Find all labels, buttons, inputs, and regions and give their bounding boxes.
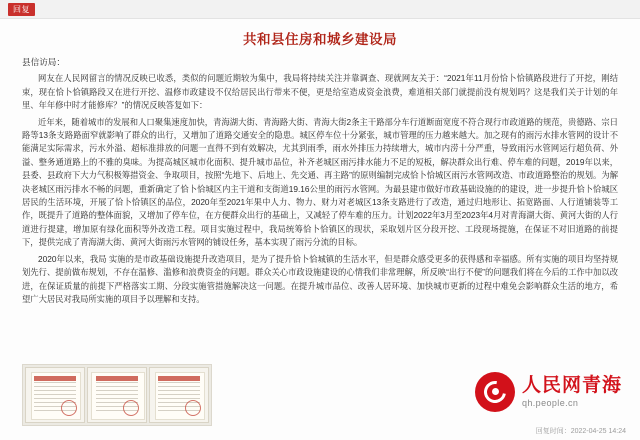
attachment-photo-strip[interactable] [22, 364, 212, 426]
red-header-line [158, 376, 200, 381]
page-title: 共和县住房和城乡建设局 [243, 32, 397, 47]
logo-region: 青海 [581, 375, 622, 396]
salutation: 县信访局： [22, 57, 65, 67]
red-header-line [34, 376, 76, 381]
seal-icon [61, 400, 77, 416]
document-topbar [0, 0, 640, 19]
attachment-photo[interactable] [149, 367, 209, 423]
document-body [22, 56, 618, 306]
logo-url: qh.people.cn [521, 398, 579, 408]
seal-icon [185, 400, 201, 416]
reply-timestamp: 回复时间：2022-04-25 14:24 [535, 428, 626, 435]
people-cn-logo-icon [475, 372, 515, 412]
reply-tag: 回复 [8, 3, 35, 16]
logo-brand: 人民网 [521, 375, 582, 396]
paragraph-3: 2020年以来，我局 实施的是市政基础设施提升改造项目，是为了提升恰卜恰城镇的生活水平，但是群众感受更多的获得感和幸福感。所有实施的项目均坚持规划先行、提前做布规划，不存在温修、滥修和浪费资金的问题。群众关心市政设施建设的心情我们非常理解，所反映“出行不便”的问题我们将在今后的工作中加以改进，在保证质量的前提下严格落实工期、分段实施管措施解决这一问题。在提升城市品位、改善人居环境、加快城市更新的过程中难免会影响群众生活的地方，希望广大居民对我局所实施的项目予以理解和支持。 [22, 253, 618, 304]
attachment-photo[interactable] [25, 367, 85, 423]
seal-icon [123, 400, 139, 416]
site-logo[interactable] [475, 372, 622, 412]
attachment-photo[interactable] [87, 367, 147, 423]
red-header-line [96, 376, 138, 381]
paragraph-1: 网友在人民网留言的情况反映已收悉，类似的问题近期较为集中，我局将持续关注并靠调查、现就网友关于：“2021年11月份恰卜恰镇路段进行了开挖，刚结束，现在恰卜恰镇路段又在进行开挖、温修市政建设不仅给居民出行带来不便，更是给室造成资金浪费，难道相关部门就提前没有规划吗？这是我们关于计划的年里、年年修中时才能修库？”的情况反映答复如下： [22, 73, 618, 111]
paragraph-2: 近年来，随着城市的发展和人口聚集速度加快，青海湖大街、青海路大街、青海大街2条主干路部分车行道断面宽度不符合现行市政道路的规范，贵德路、宗日路等13条支路路面窄就影响了群众的出行，又增加了道路交通安全的隐患。城区停车位十分紧张，城市管理的压力越来越大。加之现有的雨污水排水管网的设计不能满足实际需求，污水外溢、超标准排放的问题一直得不到有效解决，尤其到雨季，雨水外排压力持续增大，城市内涝十分严重，导致雨污水管网运行超负荷、外溢、整务通道路上的不雅的臭味。为提高城区城市化面积、提升城市品位，补齐老城区雨污排水能力不足的短板，解决群众出行难、停车难的问题，2019年以来，县委、县政府下大力气积极筹措资金、争取项目，按照“先地下、后地上、先交通、再主路”的原则编制完成恰卜恰城区雨污水管网改造、市政道路整治的规划。为解决老城区雨污排水不畅的问题，重新确定了恰卜恰城区内主干道和支街道19.16公里的雨污水管网。为最县建市做好市政基础设施的的建设，进一步提升恰卜恰城区居民的生活环境，开展了恰卜恰镇区的品位，2020年至2021年果中人力、物力、财力对老城区13条支路进行了改造，通过归地形让、拓宽路面、人行道铺装等工作，既提升了道路的整体面貌，又增加了停车位，在方便群众出行的基础上，又减轻了停车难的压力。计划2022年3月至2023年4月对青海湖大街、黄河大街的人行道进行提建，增加原有绿化面积等外改造工程。项目实施过程中，我局统筹恰卜恰镇区的现状，采取划片区分段开挖、工段现场提施，在保证不对旧道路的前提下，提供完成了青海湖大街、黄河大街雨污水管网的铺设任务，基本实现了雨污分流的目标。 [22, 116, 618, 248]
logo-text [522, 376, 622, 408]
